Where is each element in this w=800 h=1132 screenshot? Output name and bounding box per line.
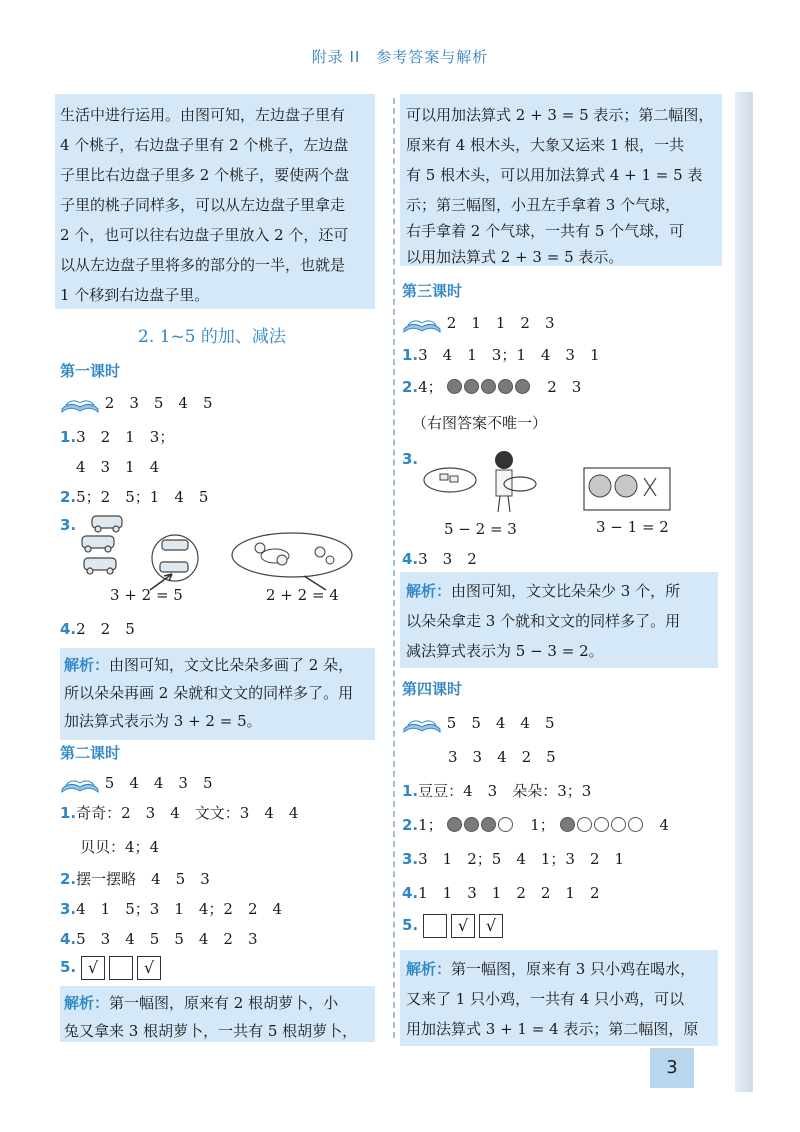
answer-text: 4 <box>659 816 669 834</box>
answer-text: 奇奇：2 3 4 文文：3 4 4 <box>76 804 299 822</box>
answer-text: 4 1 5；3 1 4；2 2 4 <box>76 900 283 918</box>
analysis-text: 第一幅图，原来有 2 根胡萝卜，小 <box>109 994 339 1012</box>
answer-text: 4； <box>418 378 443 396</box>
q-number: 1. <box>402 346 419 364</box>
filled-circle-icon <box>481 817 496 832</box>
lesson1-analysis-line: 所以朵朵再画 2 朵就和文文的同样多了。用 <box>64 684 354 702</box>
column-divider <box>393 98 395 1038</box>
lesson1-q1 <box>60 426 174 447</box>
lesson3-analysis-line <box>406 580 680 601</box>
cont-line: 有 5 根木头，可以用加法算式 4 + 1 = 5 表 <box>406 166 703 184</box>
lesson4-analysis-line: 又来了 1 只小鸡，一共有 4 只小鸡，可以 <box>406 990 685 1008</box>
lesson1-analysis-line <box>64 654 353 675</box>
empty-circle-icon <box>498 817 513 832</box>
lesson1-q3-eq2: 2 + 2 = 4 <box>266 586 339 604</box>
lesson3-q1 <box>402 344 600 365</box>
open-book-icon <box>60 775 100 793</box>
check-box: √ <box>479 914 503 938</box>
analysis-label: 解析： <box>406 960 452 978</box>
answer-text: 5 3 4 5 5 4 2 3 <box>76 930 258 948</box>
q-number: 1. <box>402 782 419 800</box>
book-answers-text: 2 3 5 4 5 <box>104 394 213 412</box>
answer-text: 豆豆：4 3 朵朵：3；3 <box>418 782 592 800</box>
answer-text: 2 2 5 <box>76 620 135 638</box>
lesson2-analysis-line: 兔又拿来 3 根胡萝卜，一共有 5 根胡萝卜， <box>64 1022 358 1040</box>
lesson4-q1 <box>402 780 591 801</box>
intro-line: 1 个移到右边盘子里。 <box>60 286 210 304</box>
analysis-label: 解析： <box>406 582 452 600</box>
filled-circle-icon <box>560 817 575 832</box>
lesson3-book-answers <box>402 312 555 333</box>
filled-circle-icon <box>447 379 462 394</box>
lesson3-q2 <box>402 376 581 397</box>
q-number: 4. <box>60 620 77 638</box>
cont-line: 原来有 4 根木头，大象又运来 1 根，一共 <box>406 136 685 154</box>
page-header: 附录 II 参考答案与解析 <box>311 48 489 66</box>
filled-circle-icon <box>464 817 479 832</box>
intro-line: 生活中进行运用。由图可知，左边盘子里有 <box>60 106 346 124</box>
lesson2-q2 <box>60 868 210 889</box>
check-box: √ <box>137 956 161 980</box>
lesson2-q5 <box>60 956 165 980</box>
filled-circle-icon <box>464 379 479 394</box>
lesson4-analysis-line <box>406 958 695 979</box>
lesson3-q3-label <box>402 450 418 468</box>
lesson1-q3-eq1: 3 + 2 = 5 <box>110 586 183 604</box>
lesson4-analysis-line: 用加法算式 3 + 1 = 4 表示；第二幅图，原 <box>406 1020 699 1038</box>
empty-circle-icon <box>577 817 592 832</box>
chapter-title: 2. 1~5 的加、减法 <box>138 327 286 347</box>
lesson3-q4 <box>402 548 477 569</box>
lesson2-title: 第二课时 <box>60 744 121 762</box>
cont-line: 右手拿着 2 个气球，一共有 5 个气球，可 <box>406 222 685 240</box>
analysis-label: 解析： <box>64 994 110 1012</box>
intro-line: 以从左边盘子里将多的部分的一半，也就是 <box>60 256 346 274</box>
answer-text: 2 3 <box>547 378 582 396</box>
answer-text: 3 2 1 3； <box>76 428 175 446</box>
intro-line: 4 个桃子，右边盘子里有 2 个桃子，左边盘 <box>60 136 349 154</box>
lesson1-q2 <box>60 486 208 507</box>
q-number: 2. <box>402 378 419 396</box>
answer-text: 3 3 2 <box>418 550 477 568</box>
check-box: √ <box>451 914 475 938</box>
check-box: √ <box>81 956 105 980</box>
crossed-circle-icon <box>498 379 513 394</box>
analysis-text: 由图可知，文文比朵朵少 3 个，所 <box>451 582 681 600</box>
cont-line: 以用加法算式 2 + 3 = 5 表示。 <box>406 248 624 266</box>
q-number: 5. <box>60 958 77 976</box>
girl-plates-illustration <box>420 446 540 516</box>
lesson4-q3 <box>402 848 624 869</box>
check-box <box>423 914 447 938</box>
lesson2-q3 <box>60 898 282 919</box>
q-number: 4. <box>60 930 77 948</box>
q-number: 5. <box>402 916 419 934</box>
plate-chicks-illustration <box>230 530 355 580</box>
lesson2-analysis-line <box>64 992 338 1013</box>
open-book-icon <box>402 715 442 733</box>
empty-circle-icon <box>611 817 626 832</box>
lesson3-q3-eq1: 5 − 2 = 3 <box>444 520 517 538</box>
check-box <box>109 956 133 980</box>
answer-text: 5；2 5；1 4 5 <box>76 488 209 506</box>
q-number: 2. <box>60 870 77 888</box>
cont-line: 可以用加法算式 2 + 3 = 5 表示；第二幅图， <box>406 106 714 124</box>
balloons-illustration <box>582 466 672 512</box>
lesson4-q5 <box>402 914 507 938</box>
lesson1-q4 <box>60 618 135 639</box>
cont-line: 示；第三幅图，小丑左手拿着 3 个气球， <box>406 196 681 214</box>
open-book-icon <box>402 315 442 333</box>
open-book-icon <box>60 395 100 413</box>
q-number: 2. <box>60 488 77 506</box>
lesson3-title: 第三课时 <box>402 282 463 300</box>
lesson4-title: 第四课时 <box>402 680 463 698</box>
q-number: 4. <box>402 884 419 902</box>
filled-circle-icon <box>447 817 462 832</box>
lesson2-q1-line2: 贝贝：4；4 <box>80 838 160 856</box>
answer-text: 1； <box>530 816 555 834</box>
intro-line: 子里比右边盘子里多 2 个桃子，要使两个盘 <box>60 166 350 184</box>
lesson2-q1 <box>60 802 298 823</box>
lesson2-q4 <box>60 928 258 949</box>
answer-text: 1 1 3 1 2 2 1 2 <box>418 884 600 902</box>
analysis-text: 由图可知，文文比朵朵多画了 2 朵， <box>109 656 354 674</box>
q-number: 4. <box>402 550 419 568</box>
lesson4-q2 <box>402 814 669 835</box>
lesson3-q3-eq2: 3 − 1 = 2 <box>596 518 669 536</box>
answer-text: 1； <box>418 816 443 834</box>
lesson3-analysis-line: 减法算式表示为 5 − 3 = 2。 <box>406 642 604 660</box>
lesson3-analysis-line: 以朵朵拿走 3 个就和文文的同样多了。用 <box>406 612 681 630</box>
q-number: 3. <box>60 516 77 534</box>
answer-text: 摆一摆略 4 5 3 <box>76 870 210 888</box>
lesson4-q4 <box>402 882 600 903</box>
empty-circle-icon <box>628 817 643 832</box>
book-answers-text: 5 4 4 3 5 <box>104 774 213 792</box>
q-number: 3. <box>402 450 419 468</box>
filled-circle-icon <box>481 379 496 394</box>
q-number: 1. <box>60 804 77 822</box>
lesson1-book-answers <box>60 392 213 413</box>
page-number: 3 <box>650 1048 694 1088</box>
lesson1-title: 第一课时 <box>60 362 121 380</box>
analysis-text: 第一幅图，原来有 3 只小鸡在喝水， <box>451 960 696 978</box>
lesson1-analysis-line: 加法算式表示为 3 + 2 = 5。 <box>64 712 262 730</box>
book-answers-text: 2 1 1 2 3 <box>446 314 555 332</box>
intro-line: 2 个，也可以往右边盘子里放入 2 个，还可 <box>60 226 349 244</box>
lesson3-q2-note: （右图答案不唯一） <box>412 414 548 432</box>
intro-line: 子里的桃子同样多，可以从左边盘子里拿走 <box>60 196 346 214</box>
crossed-circle-icon <box>515 379 530 394</box>
q-number: 3. <box>60 900 77 918</box>
lesson4-book-line1 <box>402 712 555 733</box>
book-answers-text: 5 5 4 4 5 <box>446 714 555 732</box>
q-number: 3. <box>402 850 419 868</box>
lesson4-book-line2: 3 3 4 2 5 <box>448 748 556 766</box>
q-number: 1. <box>60 428 77 446</box>
lesson1-q1-line2: 4 3 1 4 <box>76 458 160 476</box>
page-edge-shade <box>735 92 753 1092</box>
answer-text: 3 1 2；5 4 1；3 2 1 <box>418 850 625 868</box>
lesson2-book-answers <box>60 772 213 793</box>
answer-text: 3 4 1 3；1 4 3 1 <box>418 346 600 364</box>
analysis-label: 解析： <box>64 656 110 674</box>
empty-circle-icon <box>594 817 609 832</box>
q-number: 2. <box>402 816 419 834</box>
lesson1-q3-label <box>60 516 76 534</box>
